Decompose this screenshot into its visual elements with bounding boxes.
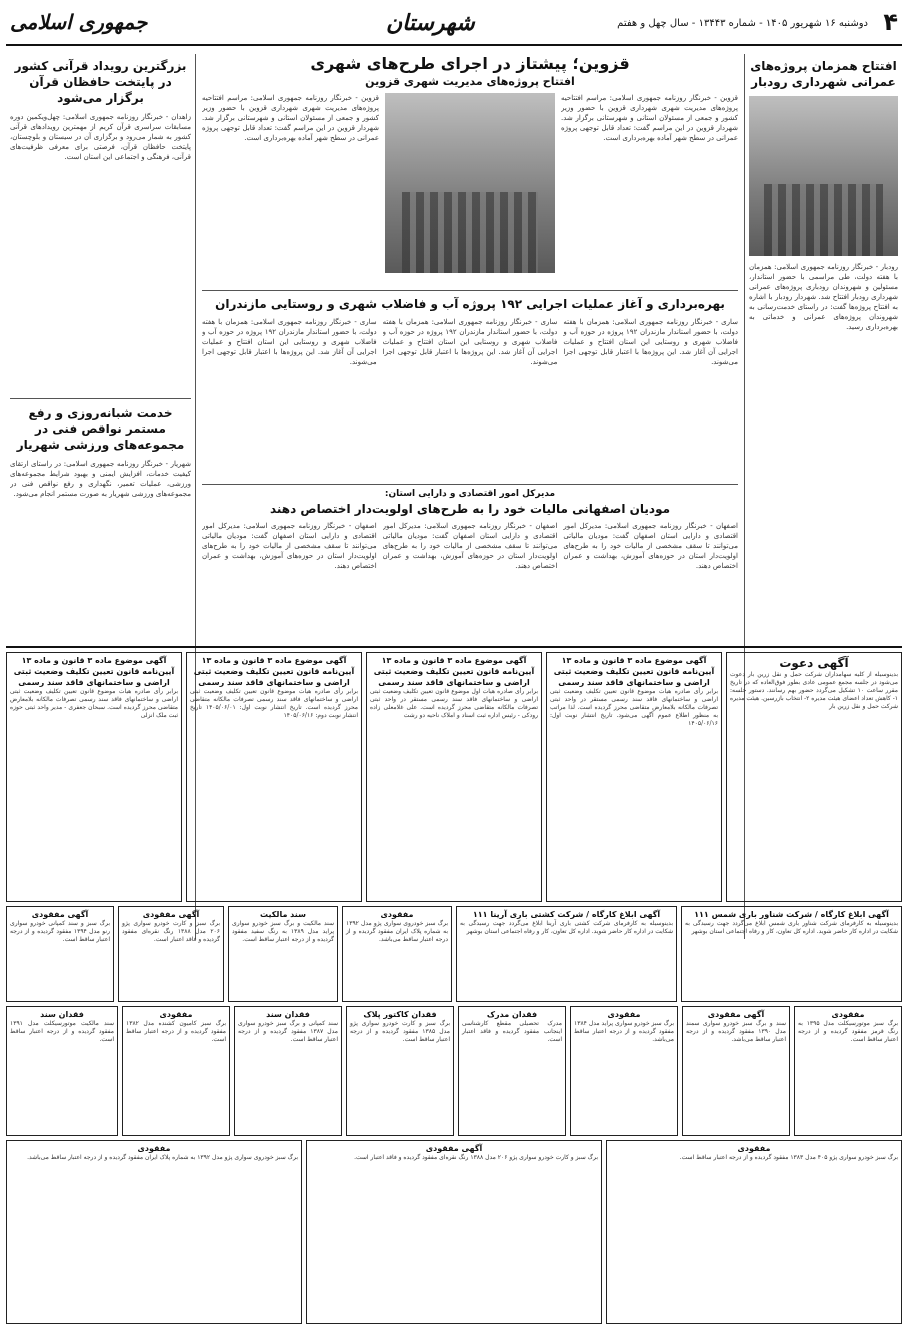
mid-story-title: بهره‌برداری و آغاز عملیات اجرایی ۱۹۲ پروژه آب و فاضلاب شهری و روستایی مازندران bbox=[215, 297, 725, 311]
ad-invitation: آگهی دعوت بدینوسیله از کلیه سهامداران شرکت حمل و نقل زرین بار دعوت می‌شود در جلسه مجمع عمومی عادی بطور فوق‌العاده که در تاریخ مقرر ساعت ۱۰ تشکیل می‌گردد حضور بهم رسانند. دستور جلسه: ۱- کاهش تعداد اعضای هیئت مدیره ۲- انتخاب بازرسین. هیئت مدیره شرکت حمل و نقل زرین بار bbox=[726, 652, 902, 902]
main-story-body: قزوین - خبرنگار روزنامه جمهوری اسلامی: مراسم افتتاحیه پروژه‌های مدیریت شهری شهرداری قزوین با حضور وزیر کشور و جمعی از مسئولان استانی و شهرستانی برگزار شد. شهردار قزوین در این مراسم گفت: تعداد قابل توجهی پروژه عمرانی در سطح شهر آماده بهره‌برداری است. bbox=[561, 94, 738, 142]
right-story-body: رودبار - خبرنگار روزنامه جمهوری اسلامی: همزمان با هفته دولت، طی مراسمی با حضور استاندار، مسئولین و شهروندان رودباری پروژه‌های عمرانی شهرداری رودبار افتتاح شد. شهردار رودبار با اشاره به افتتاح پروژه‌ها گفت: در راستای خدمت‌رسانی به شهروندان پروژه‌های عمرانی و خدماتی به بهره‌برداری رسید. bbox=[749, 263, 898, 331]
ad-labor-1: آگهی ابلاغ کارگاه / شرکت شناور باری شمس ۱۱۱ بدینوسیله به کارفرمای شرکت شناور باری شمس ابلاغ می‌گردد جهت رسیدگی به شکایت در اداره کار حاضر شوید. اداره کل تعاون، کار و رفاه اجتماعی استان بوشهر bbox=[681, 906, 902, 1002]
ad-lost-12: فقدان سند سند مالکیت موتورسیکلت مدل ۱۳۹۱ مفقود گردیده و از درجه اعتبار ساقط است. bbox=[6, 1006, 118, 1136]
ad-lost-2: سند مالکیت سند مالکیت و برگ سبز خودرو سواری پراید مدل ۱۳۸۹ به رنگ سفید مفقود گردیده و از درجه اعتبار ساقط است. bbox=[228, 906, 338, 1002]
right-story-title: افتتاح همزمان پروژه‌های عمرانی شهرداری رودبار bbox=[750, 59, 897, 89]
ad-lost-3: آگهی مفقودی برگ سبز و کارت خودرو سواری پژو ۲۰۶ مدل ۱۳۸۸ رنگ نقره‌ای مفقود گردیده و فاقد اعتبار است. bbox=[118, 906, 224, 1002]
ad-lost-1: مفقودی برگ سبز خودروی سواری پژو مدل ۱۳۹۲ به شماره پلاک ایران مفقود گردیده و از درجه اعتبار ساقط می‌باشد. bbox=[342, 906, 452, 1002]
ad-registry-2: آگهی موضوع ماده ۳ قانون و ماده ۱۳ آیین‌نامه قانون تعیین تکلیف وضعیت ثبتی اراضی و ساختمانهای فاقد سند رسمی برابر رأی صادره هیات اول موضوع قانون تعیین تکلیف وضعیت ثبتی اراضی و ساختمانهای فاقد سند رسمی مستقر در واحد ثبتی تصرفات مالکانه متقاضی محرز گردیده است. علی غلامعلی زاده رودکی - رئیس اداره ثبت اسناد و املاک ناحیه دو رشت bbox=[366, 652, 542, 902]
bottom-story-body-2: اصفهان - خبرنگار روزنامه جمهوری اسلامی: مدیرکل امور اقتصادی و دارایی استان اصفهان گفت: مودیان مالیاتی می‌توانند تا سقف مشخصی از مالیات خود را به طرح‌های اولویت‌دار استان در حوزه‌های آموزش، بهداشت و عمران اختصاص دهند. bbox=[382, 522, 558, 570]
right-story-photo bbox=[749, 96, 898, 256]
mid-story-body: ساری - خبرنگار روزنامه جمهوری اسلامی: همزمان با هفته دولت، با حضور استاندار مازندران ۱۹۲ پروژه در حوزه آب و فاضلاب شهری و روستایی این استان افتتاح و عملیات اجرایی آن آغاز شد. این پروژه‌ها با اعتبار قابل توجهی اجرا می‌شوند. bbox=[563, 318, 738, 366]
date-line: دوشنبه ۱۶ شهریور ۱۴۰۵ - شماره ۱۳۴۴۳ - سال چهل و هفتم bbox=[617, 18, 868, 29]
ad-lost-7: مفقودی برگ سبز خودرو سواری پراید مدل ۱۳۸۴ مفقود گردیده و از درجه اعتبار ساقط می‌باشد. bbox=[570, 1006, 678, 1136]
bottom-story-body: اصفهان - خبرنگار روزنامه جمهوری اسلامی: مدیرکل امور اقتصادی و دارایی استان اصفهان گفت: مودیان مالیاتی می‌توانند تا سقف مشخصی از مالیات خود را به طرح‌های اولویت‌دار استان در حوزه‌های آموزش، بهداشت و عمران اختصاص دهند. bbox=[563, 522, 738, 570]
mid-story-body-2: ساری - خبرنگار روزنامه جمهوری اسلامی: همزمان با هفته دولت، با حضور استاندار مازندران ۱۹۲ پروژه در حوزه آب و فاضلاب شهری و روستایی این استان افتتاح و عملیات اجرایی آن آغاز شد. این پروژه‌ها با اعتبار قابل توجهی اجرا می‌شوند. bbox=[382, 318, 558, 366]
bottom-story-kicker: مدیرکل امور اقتصادی و دارایی استان: bbox=[384, 489, 556, 499]
ad-lost-14: آگهی مفقودی برگ سبز و کارت خودرو سواری پژو ۲۰۶ مدل ۱۳۸۸ رنگ نقره‌ای مفقود گردیده و فاقد اعتبار است. bbox=[306, 1140, 602, 1324]
mid-story bbox=[202, 290, 738, 480]
ad-lost-11: مفقودی برگ سبز کامیون کشنده مدل ۱۳۸۲ مفقود گردیده و از درجه اعتبار ساقط است. bbox=[122, 1006, 230, 1136]
bottom-story-title: مودیان اصفهانی مالیات خود را به طرح‌های اولویت‌دار اختصاص دهند bbox=[269, 502, 671, 516]
bottom-story-body-3: اصفهان - خبرنگار روزنامه جمهوری اسلامی: مدیرکل امور اقتصادی و دارایی استان اصفهان گفت: مودیان مالیاتی می‌توانند تا سقف مشخصی از مالیات خود را به طرح‌های اولویت‌دار استان در حوزه‌های آموزش، بهداشت و عمران اختصاص دهند. bbox=[201, 522, 377, 570]
ad-registry-1: آگهی موضوع ماده ۳ قانون و ماده ۱۳ آیین‌نامه قانون تعیین تکلیف وضعیت ثبتی اراضی و ساختمانهای فاقد سند رسمی برابر رأی صادره هیات موضوع قانون تعیین تکلیف وضعیت ثبتی اراضی و ساختمانهای فاقد سند رسمی مستقر در واحد ثبتی تصرفات مالکانه بلامعارض متقاضی محرز گردیده است. لذا مراتب به منظور اطلاع عموم آگهی می‌شود. تاریخ انتشار نوبت اول: ۱۴۰۵/۰۶/۱۶ bbox=[546, 652, 722, 902]
ad-lost-8: فقدان مدرک مدرک تحصیلی مقطع کارشناسی اینجانب مفقود گردیده و فاقد اعتبار است. bbox=[458, 1006, 566, 1136]
left-story2-body: شهریار - خبرنگار روزنامه جمهوری اسلامی: در راستای ارتقای کیفیت خدمات، افزایش ایمنی و بهبود شرایط مجموعه‌های ورزشی، عملیات تعمیر، نگهداری و رفع نواقص فنی در مجموعه‌های ورزشی شهریار به صورت مستمر انجام می‌شود. bbox=[10, 460, 191, 498]
bottom-story bbox=[202, 484, 738, 644]
ad-lost-9: فقدان کاکتور پلاک برگ سبز و کارت خودرو سواری پژو مدل ۱۳۸۵ مفقود گردیده و از درجه اعتبار ساقط است. bbox=[346, 1006, 454, 1136]
main-story-title: قزوین؛ پیشتاز در اجرای طرح‌های شهری bbox=[310, 54, 630, 73]
left-story-title: بزرگترین رویداد قرآنی کشور در پایتخت حافظان قرآن برگزار می‌شود bbox=[14, 59, 187, 105]
ad-registry-3: آگهی موضوع ماده ۳ قانون و ماده ۱۳ آیین‌نامه قانون تعیین تکلیف وضعیت ثبتی اراضی و ساختمانهای فاقد سند رسمی برابر رأی صادره هیات موضوع قانون تعیین تکلیف وضعیت ثبتی اراضی و ساختمانهای فاقد سند رسمی تصرفات مالکانه متقاضی محرز گردیده است. تاریخ انتشار نوبت اول: ۱۴۰۵/۰۶/۰۱ تاریخ انتشار نوبت دوم: ۱۴۰۵/۰۶/۱۶ bbox=[186, 652, 362, 902]
main-story-photo bbox=[385, 93, 555, 273]
left-story2-title: خدمت شبانه‌روزی و رفع مستمر نواقص فنی در مجموعه‌های ورزشی شهریار bbox=[16, 406, 185, 452]
mid-story-body-3: ساری - خبرنگار روزنامه جمهوری اسلامی: همزمان با هفته دولت، با حضور استاندار مازندران ۱۹۲ پروژه در حوزه آب و فاضلاب شهری و روستایی این استان افتتاح و عملیات اجرایی آن آغاز شد. این پروژه‌ها با اعتبار قابل توجهی اجرا می‌شوند. bbox=[201, 318, 377, 366]
main-story-subtitle: افتتاح پروژه‌های مدیریت شهری قزوین bbox=[365, 75, 575, 88]
main-story bbox=[202, 54, 738, 284]
masthead-logo: جمهوری اسلامی bbox=[10, 10, 148, 34]
ad-lost-6: آگهی مفقودی سند و برگ سبز خودرو سواری سمند مدل ۱۳۹۰ مفقود گردیده و از درجه اعتبار ساقط می‌باشد. bbox=[682, 1006, 790, 1136]
ad-lost-15: مفقودی برگ سبز خودروی سواری پژو مدل ۱۳۹۲ به شماره پلاک ایران مفقود گردیده و از درجه اعتبار ساقط می‌باشد. bbox=[6, 1140, 302, 1324]
ad-labor-2: آگهی ابلاغ کارگاه / شرکت کشتی باری آرینا ۱۱۱ بدینوسیله به کارفرمای شرکت کشتی باری آرینا ابلاغ می‌گردد جهت رسیدگی به شکایت در اداره کار حاضر شوید. اداره کل تعاون، کار و رفاه اجتماعی استان بوشهر bbox=[456, 906, 677, 1002]
page-header bbox=[6, 6, 902, 46]
main-story-body-2: قزوین - خبرنگار روزنامه جمهوری اسلامی: مراسم افتتاحیه پروژه‌های مدیریت شهری شهرداری قزوین با حضور وزیر کشور و جمعی از مسئولان استانی و شهرستانی برگزار شد. شهردار قزوین در این مراسم گفت: تعداد قابل توجهی پروژه عمرانی در سطح شهر آماده بهره‌برداری است. bbox=[202, 94, 379, 142]
ad-lost-10: فقدان سند سند کمپانی و برگ سبز خودرو سواری مدل ۱۳۸۷ مفقود گردیده و از درجه اعتبار ساقط است. bbox=[234, 1006, 342, 1136]
ad-lost-13: مفقودی برگ سبز خودرو سواری پژو ۴۰۵ مدل ۱۳۸۳ مفقود گردیده و از درجه اعتبار ساقط است. bbox=[606, 1140, 902, 1324]
newspaper-page bbox=[6, 6, 902, 1327]
ad-registry-4: آگهی موضوع ماده ۳ قانون و ماده ۱۳ آیین‌نامه قانون تعیین تکلیف وضعیت ثبتی اراضی و ساختمانهای فاقد سند رسمی برابر رأی صادره هیات موضوع قانون تعیین تکلیف وضعیت ثبتی اراضی و ساختمانهای فاقد سند رسمی تصرفات مالکانه بلامعارض متقاضی محرز گردیده است. سبحان جعفری - مدیر واحد ثبتی حوزه ثبت ملک انزلی bbox=[6, 652, 182, 902]
page-number: ۴ bbox=[883, 8, 898, 36]
section-title: شهرستان bbox=[386, 10, 475, 36]
classified-ads bbox=[6, 646, 902, 1327]
ad-lost-4: آگهی مفقودی برگ سبز و سند کمپانی خودرو سواری رنو مدل ۱۳۹۴ مفقود گردیده و از درجه اعتبار ساقط است. bbox=[6, 906, 114, 1002]
left-story-body: زاهدان - خبرنگار روزنامه جمهوری اسلامی: چهل‌ویکمین دوره مسابقات سراسری قرآن کریم از مهمترین رویدادهای قرآنی کشور به شمار می‌رود و برگزاری آن در سیستان و بلوچستان، پایتخت حافظان قرآن، فرصتی برای معرفی ظرفیت‌های قرآنی، فرهنگی و اجتماعی این استان است. bbox=[10, 113, 191, 161]
ad-lost-5: مفقودی برگ سبز موتورسیکلت مدل ۱۳۹۵ به رنگ قرمز مفقود گردیده و از درجه اعتبار ساقط است. bbox=[794, 1006, 902, 1136]
